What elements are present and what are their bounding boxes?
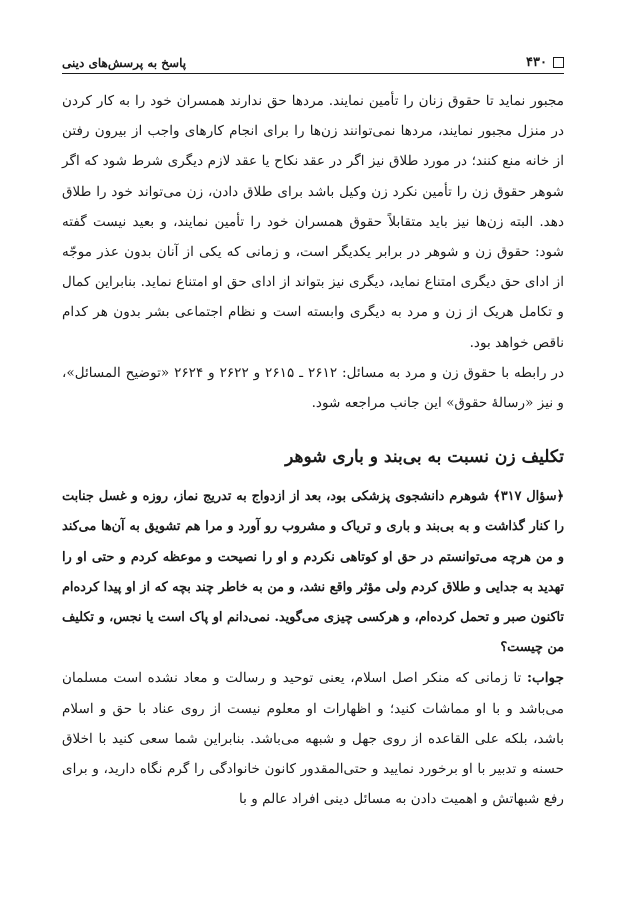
question-text: ﴿سؤال ۳۱۷﴾ شوهرم دانشجوی پزشکی بود، بعد از ازدواج به تدریج نماز، روزه و غسل جنابت را کنار گذاشت و به بی‌بند و باری و تریاک و مشروب رو آورد و مرا هم تشویق به آن‌ها می‌کند و من هرچه می‌توانستم در حق او کوتاهی نکردم و او را نصیحت و موعظه کردم و حتی او را تهدید به جدایی و طلاق کردم ولی مؤثر واقع نشد، و من به خاطر چند بچه که از او پیدا کرده‌ام تاکنون صبر و تحمل کرده‌ام، و هرکسی چیزی می‌گوید. نمی‌دانم او پاک است یا نجس، و تکلیف من چیست؟: [62, 489, 564, 656]
section-heading: تکلیف زن نسبت به بی‌بند و باری شوهر: [285, 447, 564, 468]
body-paragraph: در رابطه با حقوق زن و مرد به مسائل: ۲۶۱۲ ـ ۲۶۱۵ و ۲۶۲۲ و ۲۶۲۴ «توضیح المسائل»، و نیز «رسالهٔ حقوق» این جانب مراجعه شود.: [62, 364, 564, 412]
page-number: ۴۳۰: [526, 55, 547, 70]
running-title: پاسخ به پرسش‌های دینی: [62, 56, 187, 70]
page-body: [62, 86, 564, 814]
answer-text: تا زمانی که منکر اصل اسلام، یعنی توحید و رسالت و معاد نشده است مسلمان می‌باشد و با او مماشات کنید؛ و اظهارات او معلوم نیست از روی عناد با حق و اسلام باشد، بلکه علی القاعده از روی جهل و شبهه می‌باشد. بنابراین شما سعی کنید با اخلاق حسنه و تدبیر با او برخورد نمایید و حتی‌المقدور کانون خانوادگی را گرم نگاه دارید، و برای رفع شبهاتش و اهمیت دادن به مسائل دینی افراد عالم و با: [62, 670, 564, 808]
page-header: [62, 46, 564, 70]
answer-paragraph: [62, 663, 564, 814]
header-rule: [62, 73, 564, 74]
page-number-group: [526, 55, 564, 70]
body-paragraph: مجبور نماید تا حقوق زنان را تأمین نمایند. مردها حق ندارند همسران خود را به کار کردن در منزل مجبور نمایند، مردها نمی‌توانند زن‌ها را برای انجام کارهای واجب از بیرون رفتن از خانه منع کنند؛ در مورد طلاق نیز اگر در عقد نکاح یا عقد لازم دیگری شرط شود که اگر شوهر حقوق زن را تأمین نکرد زن وکیل باشد برای طلاق دادن، زن می‌تواند خود را طلاق دهد. البته زن‌ها نیز باید متقابلاً حقوق همسران خود را تأمین نمایند، و بعید نیست گفته شود: حقوق زن و شوهر در برابر یکدیگر است، و زمانی که یکی از آنان بدون عذر موجّه از ادای حق دیگری امتناع نماید، دیگری نیز بتواند از ادای حق او امتناع نماید. بنابراین کمال و تکامل هریک از زن و مرد به دیگری وابسته است و نظام اجتماعی بشر بدون هر کدام ناقص خواهد بود.: [62, 93, 564, 351]
answer-label: جواب:: [526, 670, 564, 687]
square-icon: [553, 57, 564, 68]
